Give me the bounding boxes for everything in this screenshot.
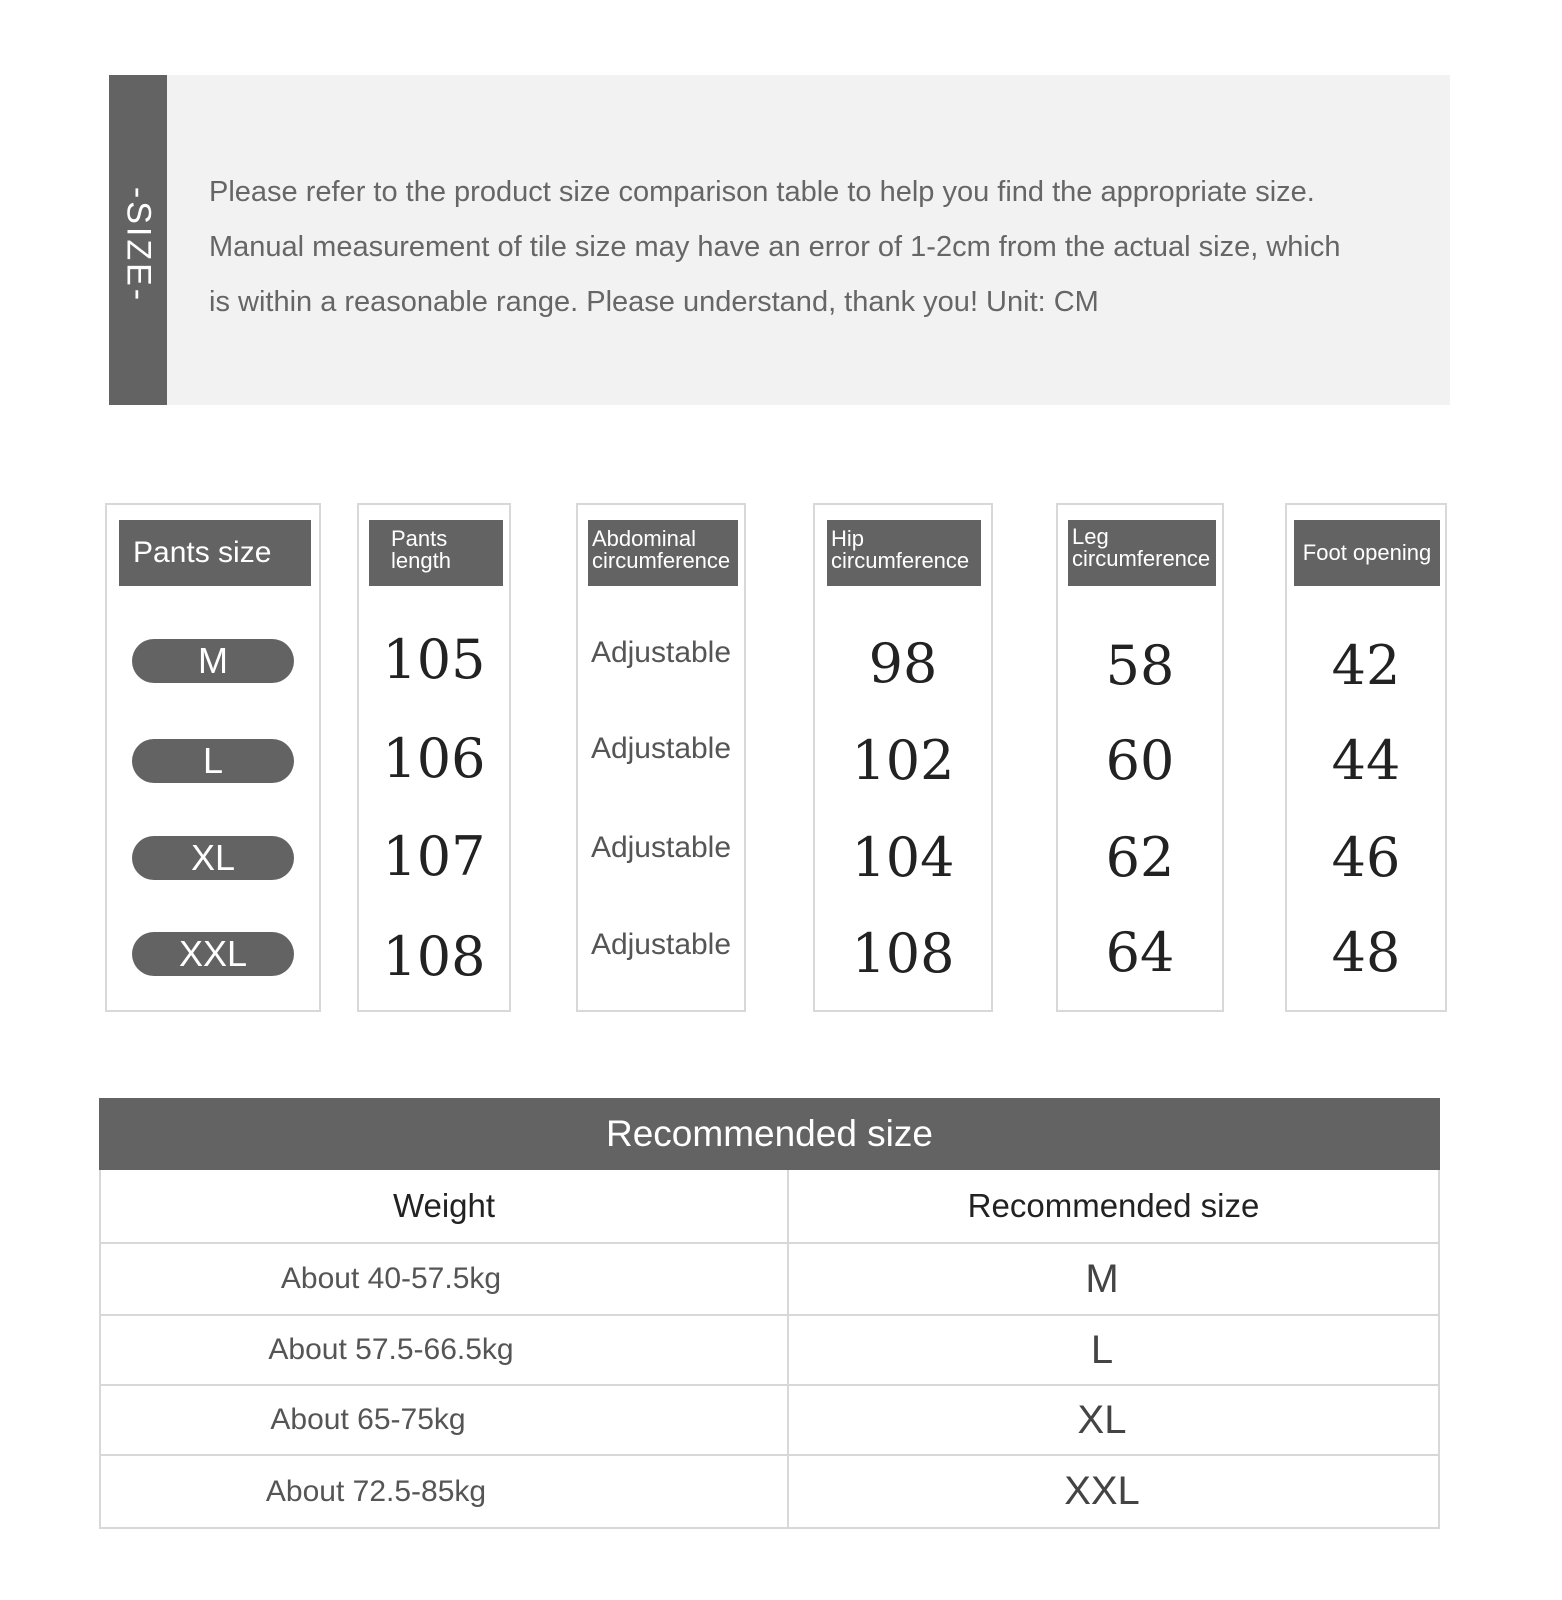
value: 108 (851, 921, 955, 985)
value: 46 (1331, 825, 1401, 889)
value-cell (815, 628, 991, 698)
table-row (101, 1384, 1438, 1454)
size-notice (109, 75, 1450, 405)
value: 102 (851, 728, 955, 792)
value-cell (578, 910, 744, 980)
value-cell (1058, 630, 1222, 700)
table-header-row (101, 1170, 1438, 1242)
value: Adjustable (590, 732, 732, 765)
value: 64 (1105, 920, 1175, 984)
size-pill: XXL (132, 932, 294, 976)
value-cell (1287, 822, 1445, 892)
size-pill: M (132, 639, 294, 683)
column-abdominal-circumference (576, 503, 746, 1012)
size-pill: XL (132, 836, 294, 880)
size-cell: M (1085, 1256, 1119, 1301)
value-cell (1058, 822, 1222, 892)
size-notice-text: Please refer to the product size comparison table to help you find the appropriate size. Manual measurement of tile size may have an error of 1-2cm from the actual size, which is within a reasonable range. Please understand, thank you! Unit: CM (209, 176, 1341, 318)
column-header: Pants size (119, 520, 311, 586)
size-cell (107, 919, 319, 989)
value-cell (578, 714, 744, 784)
value: 42 (1331, 633, 1401, 697)
value-cell (578, 618, 744, 688)
value: 58 (1105, 633, 1175, 697)
size-cell: XXL (1064, 1469, 1140, 1513)
value: 106 (382, 726, 486, 790)
column-hip-circumference (813, 503, 993, 1012)
value-cell (1287, 725, 1445, 795)
value-cell (359, 624, 509, 694)
value: 108 (382, 924, 486, 988)
weight-cell: About 72.5-85kg (265, 1474, 487, 1508)
value-cell (1058, 917, 1222, 987)
value-cell (815, 725, 991, 795)
recommended-size-title: Recommended size (99, 1098, 1440, 1170)
weight-cell: About 57.5-66.5kg (268, 1333, 514, 1366)
column-pants-size (105, 503, 321, 1012)
size-header: Recommended size (967, 1187, 1260, 1224)
value-cell (815, 822, 991, 892)
table-row (101, 1454, 1438, 1527)
value: 107 (382, 824, 486, 888)
column-leg-circumference (1056, 503, 1224, 1012)
recommended-size-table (99, 1098, 1440, 1529)
value-cell (359, 821, 509, 891)
value: 62 (1105, 825, 1175, 889)
value: Adjustable (590, 831, 732, 864)
size-cell: L (1090, 1327, 1114, 1372)
value-cell (359, 921, 509, 991)
size-cell (107, 726, 319, 796)
column-foot-opening (1285, 503, 1447, 1012)
value-cell (815, 918, 991, 988)
value: 105 (382, 627, 486, 691)
column-header: Hip circumference (827, 520, 981, 586)
table-row (101, 1242, 1438, 1314)
value-cell (578, 813, 744, 883)
column-header: Abdominal circumference (588, 520, 738, 586)
column-header: Pants length (369, 520, 503, 586)
value: Adjustable (590, 636, 732, 669)
column-header: Leg circumference (1068, 520, 1216, 586)
weight-header: Weight (392, 1187, 496, 1224)
value-cell (1287, 917, 1445, 987)
value: 48 (1331, 920, 1401, 984)
weight-cell: About 40-57.5kg (280, 1262, 502, 1295)
value: 98 (868, 631, 938, 695)
value-cell (359, 723, 509, 793)
value-cell (1287, 630, 1445, 700)
column-pants-length (357, 503, 511, 1012)
size-label-bar (109, 75, 167, 405)
table-row (101, 1314, 1438, 1384)
column-header: Foot opening (1294, 520, 1440, 586)
weight-cell: About 65-75kg (270, 1403, 466, 1436)
size-cell: XL (1077, 1397, 1127, 1442)
value: 44 (1331, 728, 1401, 792)
size-pill: L (132, 739, 294, 783)
value: 60 (1105, 728, 1175, 792)
size-cell (107, 823, 319, 893)
value: Adjustable (590, 928, 732, 961)
size-cell (107, 626, 319, 696)
value-cell (1058, 725, 1222, 795)
size-label: -SIZE- (119, 186, 158, 304)
value: 104 (851, 825, 955, 889)
